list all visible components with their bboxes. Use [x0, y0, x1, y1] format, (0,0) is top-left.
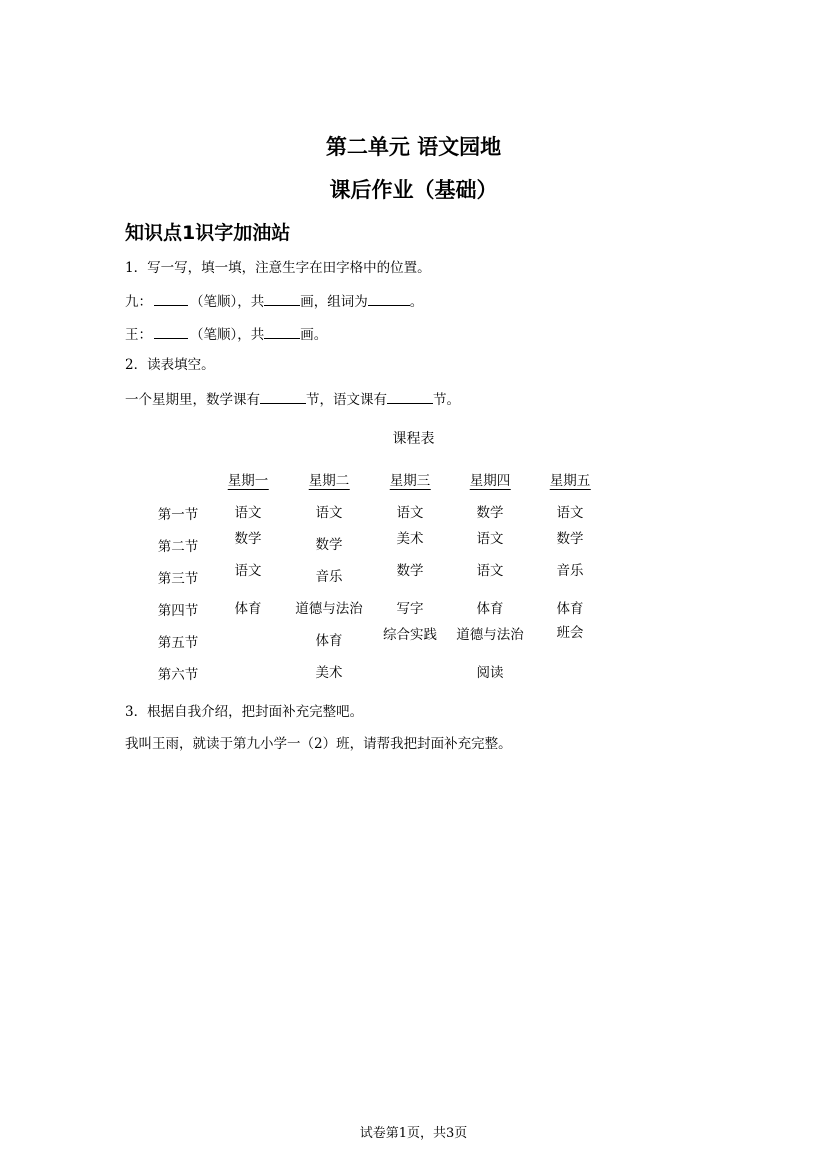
timetable-cell: 语文	[476, 531, 504, 547]
timetable-cell: 语文	[476, 563, 504, 579]
timetable-day-header: 星期二	[308, 473, 350, 489]
timetable-cell: 数学	[234, 531, 262, 547]
timetable-cell: 数学	[476, 505, 504, 521]
page-title: 第二单元 语文园地	[325, 135, 502, 159]
timetable-day-header: 星期一	[227, 473, 269, 489]
question-3-prompt: 3．根据自我介绍，把封面补充完整吧。	[125, 704, 364, 720]
line-text: 画，组词为	[300, 294, 368, 310]
timetable-cell: 体育	[234, 601, 262, 617]
timetable-cell: 数学	[315, 537, 343, 553]
timetable-cell: 班会	[556, 625, 584, 641]
timetable-cell: 美术	[315, 665, 343, 681]
line-text: （笔顺），共	[190, 327, 265, 343]
answer-blank[interactable]	[260, 389, 306, 404]
question-2-prompt: 2．读表填空。	[125, 357, 215, 373]
question-2-sentence	[125, 389, 460, 409]
timetable-day-header: 星期四	[469, 473, 511, 489]
timetable-cell: 音乐	[315, 569, 343, 585]
line-text: （笔顺），共	[190, 294, 265, 310]
timetable-cell: 数学	[556, 531, 584, 547]
line-text: 节，语文课有	[306, 392, 387, 408]
timetable-cell: 阅读	[476, 665, 504, 681]
timetable-title: 课程表	[392, 431, 435, 447]
timetable-cell: 数学	[396, 563, 424, 579]
timetable-cell: 道德与法治	[456, 627, 524, 643]
timetable-cell: 道德与法治	[295, 601, 363, 617]
timetable-cell: 美术	[396, 531, 424, 547]
section-heading: 知识点1识字加油站	[125, 222, 291, 244]
timetable-period-label: 第六节	[157, 667, 199, 683]
timetable-cell: 语文	[315, 505, 343, 521]
timetable-day-header: 星期五	[549, 473, 591, 489]
question-1-prompt: 1．写一写，填一填，注意生字在田字格中的位置。	[125, 260, 431, 276]
page-footer: 试卷第1页，共3页	[359, 1126, 468, 1141]
page-subtitle: 课后作业（基础）	[329, 178, 498, 202]
timetable-period-label: 第五节	[157, 635, 199, 651]
timetable-cell: 语文	[234, 505, 262, 521]
question-1-line-wang	[125, 324, 327, 344]
answer-blank[interactable]	[264, 324, 300, 339]
line-text: 一个星期里，数学课有	[125, 392, 260, 408]
timetable-cell: 语文	[234, 563, 262, 579]
line-text: 画。	[300, 327, 328, 343]
answer-blank[interactable]	[387, 389, 433, 404]
timetable-cell: 体育	[476, 601, 504, 617]
question-1-line-jiu	[125, 291, 423, 311]
timetable-period-label: 第一节	[157, 507, 199, 523]
timetable-period-label: 第三节	[157, 571, 199, 587]
timetable-cell: 语文	[556, 505, 584, 521]
answer-blank[interactable]	[368, 291, 410, 306]
timetable-cell: 体育	[315, 633, 343, 649]
char-label: 九：	[125, 294, 152, 310]
answer-blank[interactable]	[154, 291, 188, 306]
timetable-cell: 语文	[396, 505, 424, 521]
line-text: 节。	[433, 392, 460, 408]
timetable-cell: 写字	[396, 601, 424, 617]
question-3-sentence: 我叫王雨，就读于第九小学一（2）班，请帮我把封面补充完整。	[125, 736, 512, 752]
char-label: 王：	[125, 327, 152, 343]
timetable-cell: 音乐	[556, 563, 584, 579]
line-text: 。	[409, 294, 424, 310]
answer-blank[interactable]	[264, 291, 300, 306]
timetable-period-label: 第二节	[157, 539, 199, 555]
timetable-cell: 综合实践	[383, 627, 437, 643]
timetable-period-label: 第四节	[157, 603, 199, 619]
timetable-day-header: 星期三	[389, 473, 431, 489]
answer-blank[interactable]	[154, 324, 188, 339]
timetable-cell: 体育	[556, 601, 584, 617]
